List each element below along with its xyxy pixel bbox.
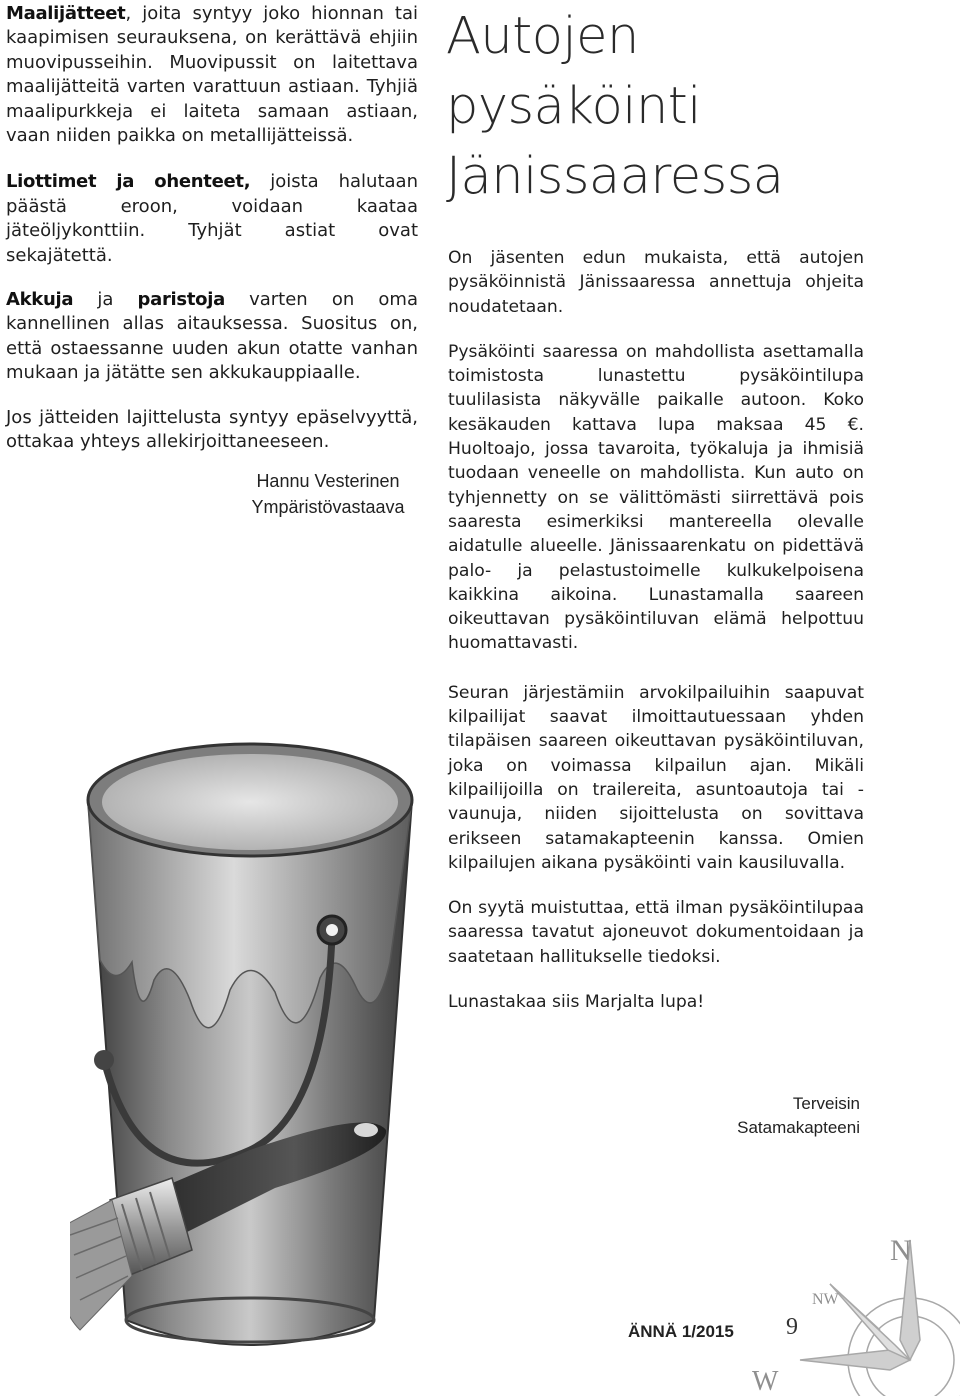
paragraph-solvents bbox=[6, 170, 418, 268]
lead-term: Liottimet ja ohenteet, bbox=[6, 171, 251, 193]
signature-name: Hannu Vesterinen bbox=[256, 471, 400, 491]
paragraph-text: Jos jätteiden lajittelusta syntyy epäselvyyttä, ottakaa yhteys allekirjoittaneeseen. bbox=[6, 406, 418, 453]
title-line: Autojen bbox=[446, 7, 639, 66]
paint-bucket-icon bbox=[70, 730, 430, 1390]
article-title bbox=[446, 2, 946, 212]
paragraph-closing: Lunastakaa siis Marjalta lupa! bbox=[448, 992, 705, 1013]
signature-left bbox=[228, 468, 428, 520]
paragraph-competitions: Seuran järjestämiin arvokilpailuihin saapuvat kilpailijat saavat ilmoittautuessaan yhden tilapäisen saareen oikeuttavan pysäköintiluvan, joka on voimassa kilpailun ajan. Mikäli kilpailijoilla on trailereita, asuntoautoja tai -vaunuja, niiden sijoittelusta on sovittava erikseen satamakapteenin kanssa. Omien kilpailujen aikana pysäköinti vain kausiluvalla. bbox=[448, 682, 864, 873]
paragraph-contact bbox=[6, 406, 418, 455]
paragraph-intro: On jäsenten edun mukaista, että autojen pysäköinnistä Jänissaaressa annettuja ohjeita noudatetaan. bbox=[448, 248, 864, 317]
publication-label: ÄNNÄ 1/2015 bbox=[628, 1322, 734, 1341]
paragraph-text: joista halutaan päästä eroon, voidaan kaataa jäteöljykonttiin. Tyhjät astiat ovat sekajätettä. bbox=[6, 171, 418, 266]
paragraph-batteries bbox=[6, 288, 418, 386]
compass-nw-label: NW bbox=[812, 1291, 839, 1308]
title-line: pysäköinti bbox=[446, 77, 701, 136]
page-number: 9 bbox=[786, 1314, 798, 1340]
signature-greeting: Terveisin bbox=[792, 1094, 860, 1113]
paragraph-paint-waste bbox=[6, 2, 418, 148]
compass-rose-icon bbox=[740, 1220, 960, 1396]
paragraph-permit: Pysäköinti saaressa on mahdollista asettamalla toimistosta lunastettu pysäköintilupa tuulilasista näkyvälle paikalle autoon. Koko kesäkauden kattava lupa maksaa 45 €. Huoltoajo, jossa tavaroita, työkaluja ja ihmisiä tuodaan veneelle on mahdollista. Kun auto on tyhjennetty on se välittömästi siirrettävä pois saaresta esimerkiksi mantereella olevalle aidatulle alueelle. Jänissaarenkatu on pidettävä palo- ja pelastustoimelle kulkukelpoisena kaikkina aikoina. Lunastamalla saareen oikeuttavan pysäköintiluvan elämä helpottuu huomattavasti. bbox=[448, 341, 864, 654]
signature-right bbox=[640, 1092, 860, 1140]
left-column bbox=[6, 2, 418, 475]
title-line: Jänissaaressa bbox=[446, 147, 784, 206]
paragraph-text: , joita syntyy joko hionnan tai kaapimisen seurauksena, on kerättävä ehjiin muovipusseihin. Muovipussit on laitettava maalijätteitä varten varattuun astiaan. Tyhjiä maalipurkkeja ei laiteta samaan astiaan, vaan niiden paikka on metallijätteissä. bbox=[6, 3, 418, 147]
signature-title: Ympäristövastaava bbox=[251, 497, 405, 517]
lead-term: Akkuja bbox=[6, 289, 74, 311]
paragraph-text: ja bbox=[73, 289, 138, 311]
signature-title: Satamakapteeni bbox=[737, 1118, 860, 1137]
paragraph-text: varten on oma kannellinen allas aitauksessa. Suositus on, että ostaessanne uuden akun otatte vanhan mukaan ja jätätte sen akkukauppiaalle. bbox=[6, 289, 418, 384]
compass-w-label: W bbox=[752, 1366, 779, 1396]
lead-term: Maalijätteet bbox=[6, 3, 126, 24]
compass-n-label: N bbox=[890, 1234, 912, 1267]
lead-term: paristoja bbox=[137, 289, 225, 311]
right-column bbox=[448, 246, 864, 1035]
paragraph-warning: On syytä muistuttaa, että ilman pysäköintilupaa saaressa tavatut ajoneuvot dokumentoidaan ja saatetaan hallitukselle tiedoksi. bbox=[448, 898, 864, 967]
